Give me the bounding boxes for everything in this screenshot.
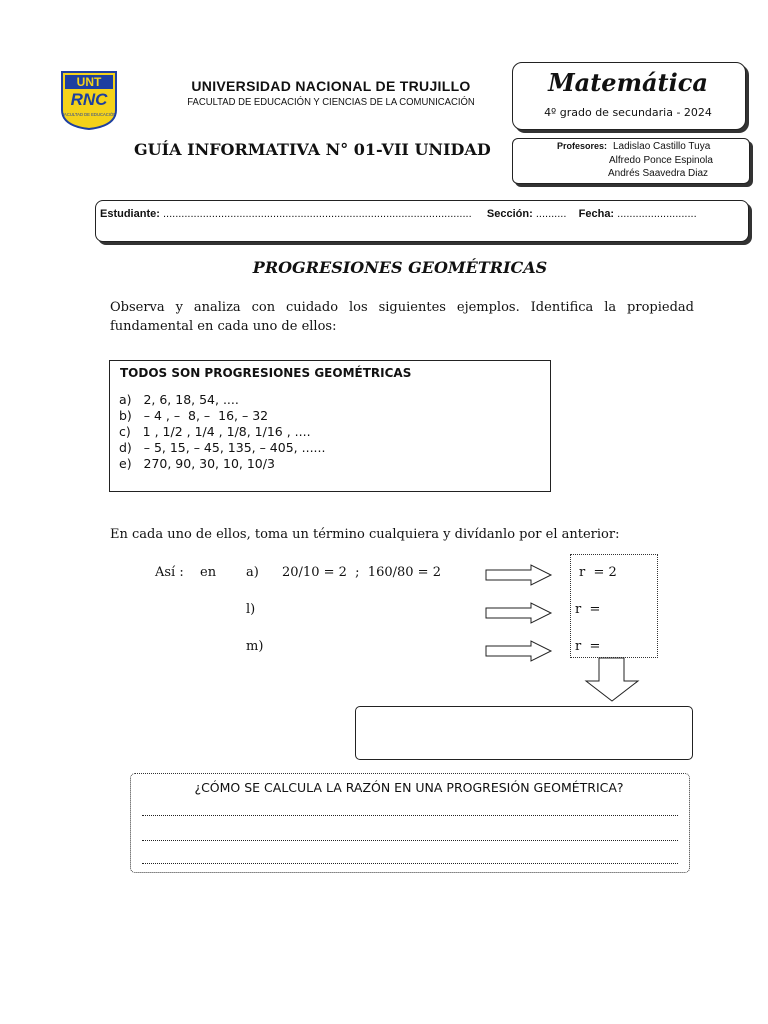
ratio-value-a: r = 2 [579, 565, 617, 580]
examples-title: TODOS SON PROGRESIONES GEOMÉTRICAS [120, 366, 412, 380]
logo-text-mid: RNC [70, 90, 108, 109]
university-logo [60, 70, 118, 130]
date-field[interactable]: .......................... [617, 208, 697, 220]
answer-line[interactable] [142, 839, 678, 841]
teacher-name-3: Andrés Saavedra Diaz [608, 168, 709, 179]
answer-line[interactable] [142, 814, 678, 816]
down-arrow-icon [584, 657, 640, 703]
example-item: a) 2, 6, 18, 54, .... [119, 392, 239, 407]
teacher-name-2: Alfredo Ponce Espinola [609, 155, 713, 166]
section-field[interactable]: .......... [535, 208, 567, 220]
intro-paragraph: Observa y analiza con cuidado los siguientes ejemplos. Identifica la propiedad fundamental en cada uno de ellos: [110, 300, 694, 334]
row-letter-a: a) [246, 565, 259, 580]
ratio-value-l: r = [575, 602, 601, 617]
asi-label: Así : [155, 565, 184, 580]
student-name-field[interactable]: ..................................................................................................... [162, 208, 472, 220]
teacher-name-1: Ladislao Castillo Tuya [613, 141, 711, 152]
section-label: Sección: [486, 208, 533, 220]
example-item: e) 270, 90, 30, 10, 10/3 [119, 456, 275, 471]
row-letter-l: l) [246, 602, 256, 617]
guide-title: GUÍA INFORMATIVA N° 01-VII UNIDAD [134, 140, 491, 159]
student-info-box [95, 200, 749, 242]
ratio-value-m: r = [575, 639, 601, 654]
teachers-label: Profesores: [557, 141, 608, 151]
row-letter-m: m) [246, 639, 264, 654]
faculty-name: FACULTAD DE EDUCACIÓN Y CIENCIAS DE LA COMUNICACIÓN [187, 97, 475, 108]
section-title: PROGRESIONES GEOMÉTRICAS [252, 258, 548, 277]
example-item: c) 1 , 1/2 , 1/4 , 1/8, 1/16 , .... [119, 424, 311, 439]
student-label: Estudiante: [100, 208, 160, 220]
answer-line[interactable] [142, 862, 678, 864]
right-arrow-icon [485, 564, 553, 586]
row-calc-a: 20/10 = 2 ; 160/80 = 2 [282, 565, 441, 580]
logo-text-bottom: FACULTAD DE EDUCACIÓN [61, 112, 117, 117]
instruction-text: En cada uno de ellos, toma un término cualquiera y divídanlo por el anterior: [110, 527, 620, 542]
student-info-row [100, 208, 697, 220]
question-text: ¿CÓMO SE CALCULA LA RAZÓN EN UNA PROGRESIÓN GEOMÉTRICA? [194, 780, 624, 795]
example-item: d) – 5, 15, – 45, 135, – 405, ...... [119, 440, 326, 455]
example-item: b) – 4 , – 8, – 16, – 32 [119, 408, 269, 423]
logo-text-top: UNT [76, 75, 102, 89]
date-label: Fecha: [578, 208, 615, 220]
university-name: UNIVERSIDAD NACIONAL DE TRUJILLO [191, 78, 471, 94]
right-arrow-icon [485, 602, 553, 624]
subject-title: Matemática [548, 68, 708, 97]
conclusion-box[interactable] [355, 706, 693, 760]
grade-text: 4º grado de secundaria - 2024 [544, 106, 712, 119]
right-arrow-icon [485, 640, 553, 662]
en-label: en [200, 565, 217, 580]
